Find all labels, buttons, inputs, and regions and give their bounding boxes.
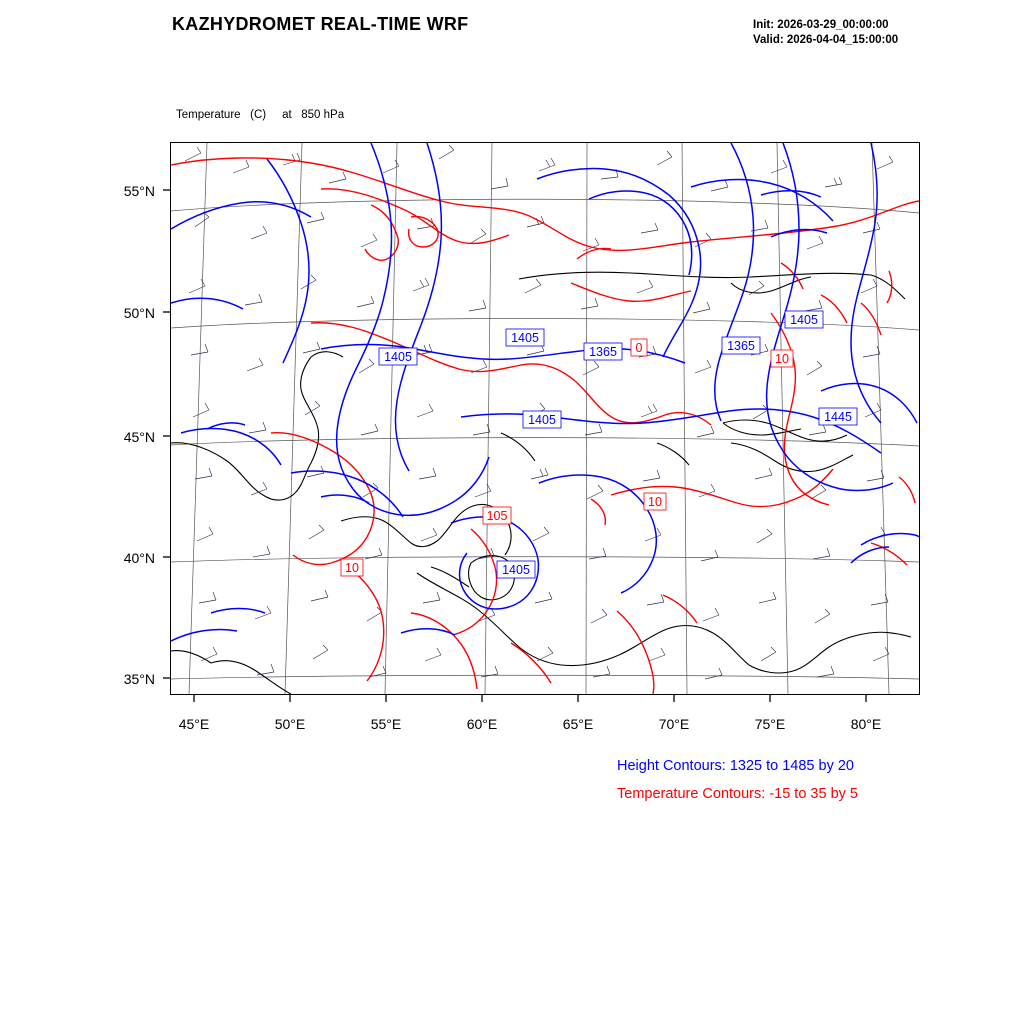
- svg-text:1405: 1405: [384, 350, 412, 364]
- y-tick-label: 55°N: [123, 183, 155, 199]
- run-time-block: [753, 18, 898, 48]
- contour-label: [483, 507, 511, 524]
- svg-text:10: 10: [775, 352, 789, 366]
- contour-label: [631, 339, 647, 356]
- x-tick-label: 60°E: [466, 716, 498, 732]
- svg-text:1445: 1445: [824, 410, 852, 424]
- contour-label: [722, 337, 760, 354]
- y-tick-label: 40°N: [123, 550, 155, 566]
- y-tick-label: 50°N: [123, 305, 155, 321]
- field-temperature-line: Temperature (C) at 850 hPa: [176, 109, 345, 121]
- valid-time: Valid: 2026-04-04_15:00:00: [753, 34, 899, 46]
- x-tick-label: 50°E: [274, 716, 306, 732]
- svg-text:0: 0: [635, 341, 643, 355]
- svg-text:1405: 1405: [502, 563, 530, 577]
- contour-label: [379, 348, 417, 365]
- contour-label: [341, 559, 363, 576]
- y-tick-label: 35°N: [123, 671, 155, 687]
- svg-text:105: 105: [486, 509, 508, 523]
- x-tick-label: 80°E: [850, 716, 882, 732]
- page-title: KAZHYDROMET REAL-TIME WRF: [172, 14, 469, 34]
- contour-label: [819, 408, 857, 425]
- svg-text:1405: 1405: [790, 313, 818, 327]
- temperature-legend: Temperature Contours: -15 to 35 by 5: [617, 786, 858, 802]
- y-tick-label: 45°N: [123, 429, 155, 445]
- contour-label: [785, 311, 823, 328]
- svg-text:10: 10: [345, 561, 359, 575]
- x-tick-label: 75°E: [754, 716, 786, 732]
- x-tick-label: 65°E: [562, 716, 594, 732]
- contour-label: [771, 350, 793, 367]
- height-legend: Height Contours: 1325 to 1485 by 20: [617, 758, 854, 774]
- contour-label: [584, 343, 622, 360]
- svg-text:10: 10: [648, 495, 662, 509]
- svg-text:1405: 1405: [511, 331, 539, 345]
- contour-legend: [617, 752, 858, 808]
- init-time: Init: 2026-03-29_00:00:00: [753, 19, 889, 31]
- svg-text:1405: 1405: [528, 413, 556, 427]
- svg-text:1365: 1365: [727, 339, 755, 353]
- x-tick-label: 70°E: [658, 716, 690, 732]
- x-tick-label: 55°E: [370, 716, 402, 732]
- svg-text:1365: 1365: [589, 345, 617, 359]
- contour-label: [644, 493, 666, 510]
- contour-label: [506, 329, 544, 346]
- map-plot-area: [170, 142, 920, 695]
- contour-label: [497, 561, 535, 578]
- x-tick-label: 45°E: [178, 716, 210, 732]
- contour-label: [523, 411, 561, 428]
- height-contours: [171, 143, 919, 641]
